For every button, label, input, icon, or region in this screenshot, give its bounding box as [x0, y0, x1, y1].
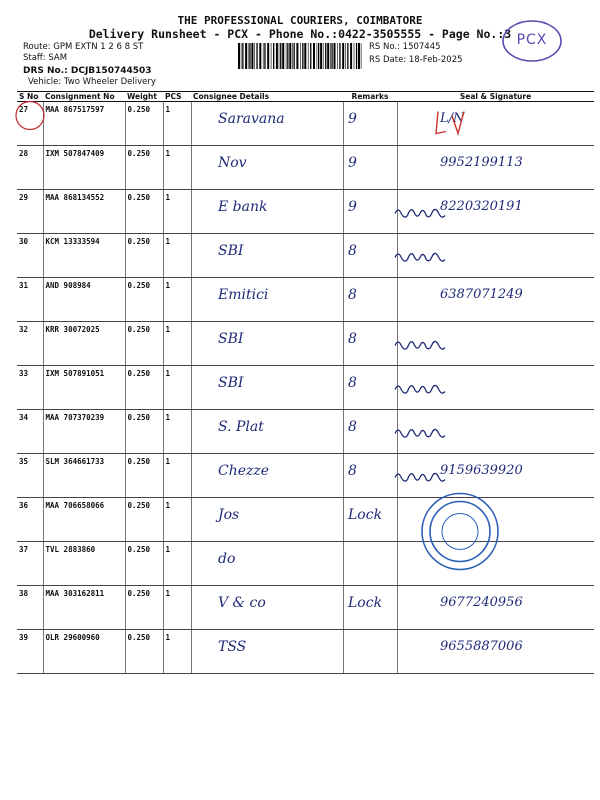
pcs-count: 1	[163, 190, 191, 234]
consignee-handwriting: Nov	[218, 154, 247, 171]
remark-handwriting: Lock	[348, 506, 383, 523]
remark-handwriting: 8	[348, 418, 357, 435]
col-sno: S No	[17, 92, 43, 102]
serial-number: 30	[17, 234, 43, 278]
remark-handwriting: 8	[348, 330, 357, 347]
consignee-cell	[191, 410, 343, 454]
consignee-handwriting: Emitici	[218, 286, 269, 303]
remark-handwriting: Lock	[348, 594, 383, 611]
weight-value: 0.250	[125, 498, 163, 542]
serial-number: 32	[17, 322, 43, 366]
pcs-count: 1	[163, 498, 191, 542]
signature-cell	[397, 366, 594, 410]
remark-handwriting: 9	[348, 198, 357, 215]
route-label: Route: GPM EXTN 1 2 6 8 ST	[23, 42, 144, 52]
consignee-cell	[191, 146, 343, 190]
signature-handwriting: 9159639920	[440, 463, 523, 478]
consignee-handwriting: Saravana	[218, 110, 285, 127]
pcs-count: 1	[163, 102, 191, 146]
consignment-number: SLM 364661733	[43, 454, 125, 498]
consignee-cell	[191, 366, 343, 410]
col-consignee: Consignee Details	[191, 92, 343, 102]
weight-value: 0.250	[125, 454, 163, 498]
signature-handwriting: 9655887006	[440, 639, 523, 654]
signature-cell	[397, 542, 594, 586]
consignee-handwriting: Jos	[218, 506, 240, 523]
remark-handwriting: 8	[348, 242, 357, 259]
signature-cell	[397, 322, 594, 366]
signature-cell	[397, 498, 594, 542]
serial-number: 27	[17, 102, 43, 146]
serial-number: 38	[17, 586, 43, 630]
signature-handwriting: 9952199113	[440, 155, 523, 170]
consignment-number: KCM 13333594	[43, 234, 125, 278]
weight-value: 0.250	[125, 234, 163, 278]
consignment-number: OLR 29600960	[43, 630, 125, 674]
consignee-handwriting: SBI	[218, 374, 244, 391]
consignment-number: MAA 303162811	[43, 586, 125, 630]
pcs-count: 1	[163, 586, 191, 630]
serial-number: 28	[17, 146, 43, 190]
signature-handwriting: L/N	[440, 111, 465, 126]
drs-number: DRS No.: DCJB150744503	[23, 66, 152, 76]
table-header-row	[17, 92, 594, 102]
remark-handwriting: 8	[348, 286, 357, 303]
company-name: THE PROFESSIONAL COURIERS, COIMBATORE	[177, 14, 423, 27]
consignee-handwriting: V & co	[218, 594, 266, 611]
serial-number: 34	[17, 410, 43, 454]
consignment-number: MAA 707370239	[43, 410, 125, 454]
pcs-count: 1	[163, 322, 191, 366]
consignee-cell	[191, 586, 343, 630]
col-remarks: Remarks	[343, 92, 397, 102]
consignee-handwriting: E bank	[218, 198, 268, 215]
consignee-cell	[191, 542, 343, 586]
remarks-cell	[343, 542, 397, 586]
consignee-cell	[191, 630, 343, 674]
consignment-number: MAA 868134552	[43, 190, 125, 234]
col-consignment: Consignment No	[43, 92, 125, 102]
serial-number: 29	[17, 190, 43, 234]
consignee-cell	[191, 322, 343, 366]
serial-number: 37	[17, 542, 43, 586]
signature-handwriting: 8220320191	[440, 199, 523, 214]
signature-handwriting: 6387071249	[440, 287, 523, 302]
consignee-cell	[191, 498, 343, 542]
weight-value: 0.250	[125, 278, 163, 322]
consignee-handwriting: SBI	[218, 330, 244, 347]
consignee-handwriting: Chezze	[218, 462, 270, 479]
remark-handwriting: 9	[348, 110, 357, 127]
signature-handwriting: 9677240956	[440, 595, 523, 610]
col-pcs: PCS	[163, 92, 191, 102]
consignee-handwriting: do	[218, 550, 236, 567]
table-row	[17, 102, 594, 146]
table-row	[17, 234, 594, 278]
pcs-count: 1	[163, 146, 191, 190]
weight-value: 0.250	[125, 366, 163, 410]
table-row	[17, 322, 594, 366]
pcs-count: 1	[163, 278, 191, 322]
pcx-stamp	[500, 18, 564, 64]
runsheet-table	[17, 91, 594, 674]
serial-number: 33	[17, 366, 43, 410]
col-seal-signature: Seal & Signature	[397, 92, 594, 102]
consignee-handwriting: TSS	[218, 638, 247, 655]
serial-number: 36	[17, 498, 43, 542]
weight-value: 0.250	[125, 146, 163, 190]
weight-value: 0.250	[125, 630, 163, 674]
table-row	[17, 366, 594, 410]
consignee-handwriting: S. Plat	[218, 418, 264, 435]
consignment-number: KRR 30072025	[43, 322, 125, 366]
consignment-number: MAA 706658066	[43, 498, 125, 542]
pcs-count: 1	[163, 630, 191, 674]
weight-value: 0.250	[125, 322, 163, 366]
serial-number: 39	[17, 630, 43, 674]
rs-number: RS No.: 1507445	[369, 42, 441, 52]
remarks-cell	[343, 630, 397, 674]
signature-cell	[397, 234, 594, 278]
table-row	[17, 410, 594, 454]
barcode-image	[238, 43, 363, 69]
weight-value: 0.250	[125, 542, 163, 586]
pcs-count: 1	[163, 234, 191, 278]
serial-number: 35	[17, 454, 43, 498]
pcs-count: 1	[163, 542, 191, 586]
vehicle-label: Vehicle: Two Wheeler Delivery	[28, 77, 156, 87]
table-row	[17, 498, 594, 542]
consignment-number: AND 908984	[43, 278, 125, 322]
col-weight: Weight	[125, 92, 163, 102]
rs-date: RS Date: 18-Feb-2025	[369, 55, 463, 65]
weight-value: 0.250	[125, 190, 163, 234]
serial-number: 31	[17, 278, 43, 322]
consignment-number: IXM 507891051	[43, 366, 125, 410]
weight-value: 0.250	[125, 102, 163, 146]
staff-label: Staff: SAM	[23, 53, 68, 63]
stamp-label: PCX	[516, 32, 548, 48]
signature-cell	[397, 102, 594, 146]
remark-handwriting: 8	[348, 462, 357, 479]
consignee-cell	[191, 234, 343, 278]
consignment-number: IXM 507847409	[43, 146, 125, 190]
signature-cell	[397, 410, 594, 454]
consignment-number: TVL 2883860	[43, 542, 125, 586]
remark-handwriting: 8	[348, 374, 357, 391]
consignment-number: MAA 867517597	[43, 102, 125, 146]
pcs-count: 1	[163, 366, 191, 410]
weight-value: 0.250	[125, 586, 163, 630]
pcs-count: 1	[163, 454, 191, 498]
pcs-count: 1	[163, 410, 191, 454]
runsheet-title: Delivery Runsheet - PCX - Phone No.:0422-3505555 - Page No.:3	[88, 27, 512, 41]
weight-value: 0.250	[125, 410, 163, 454]
remark-handwriting: 9	[348, 154, 357, 171]
consignee-handwriting: SBI	[218, 242, 244, 259]
table-row	[17, 542, 594, 586]
